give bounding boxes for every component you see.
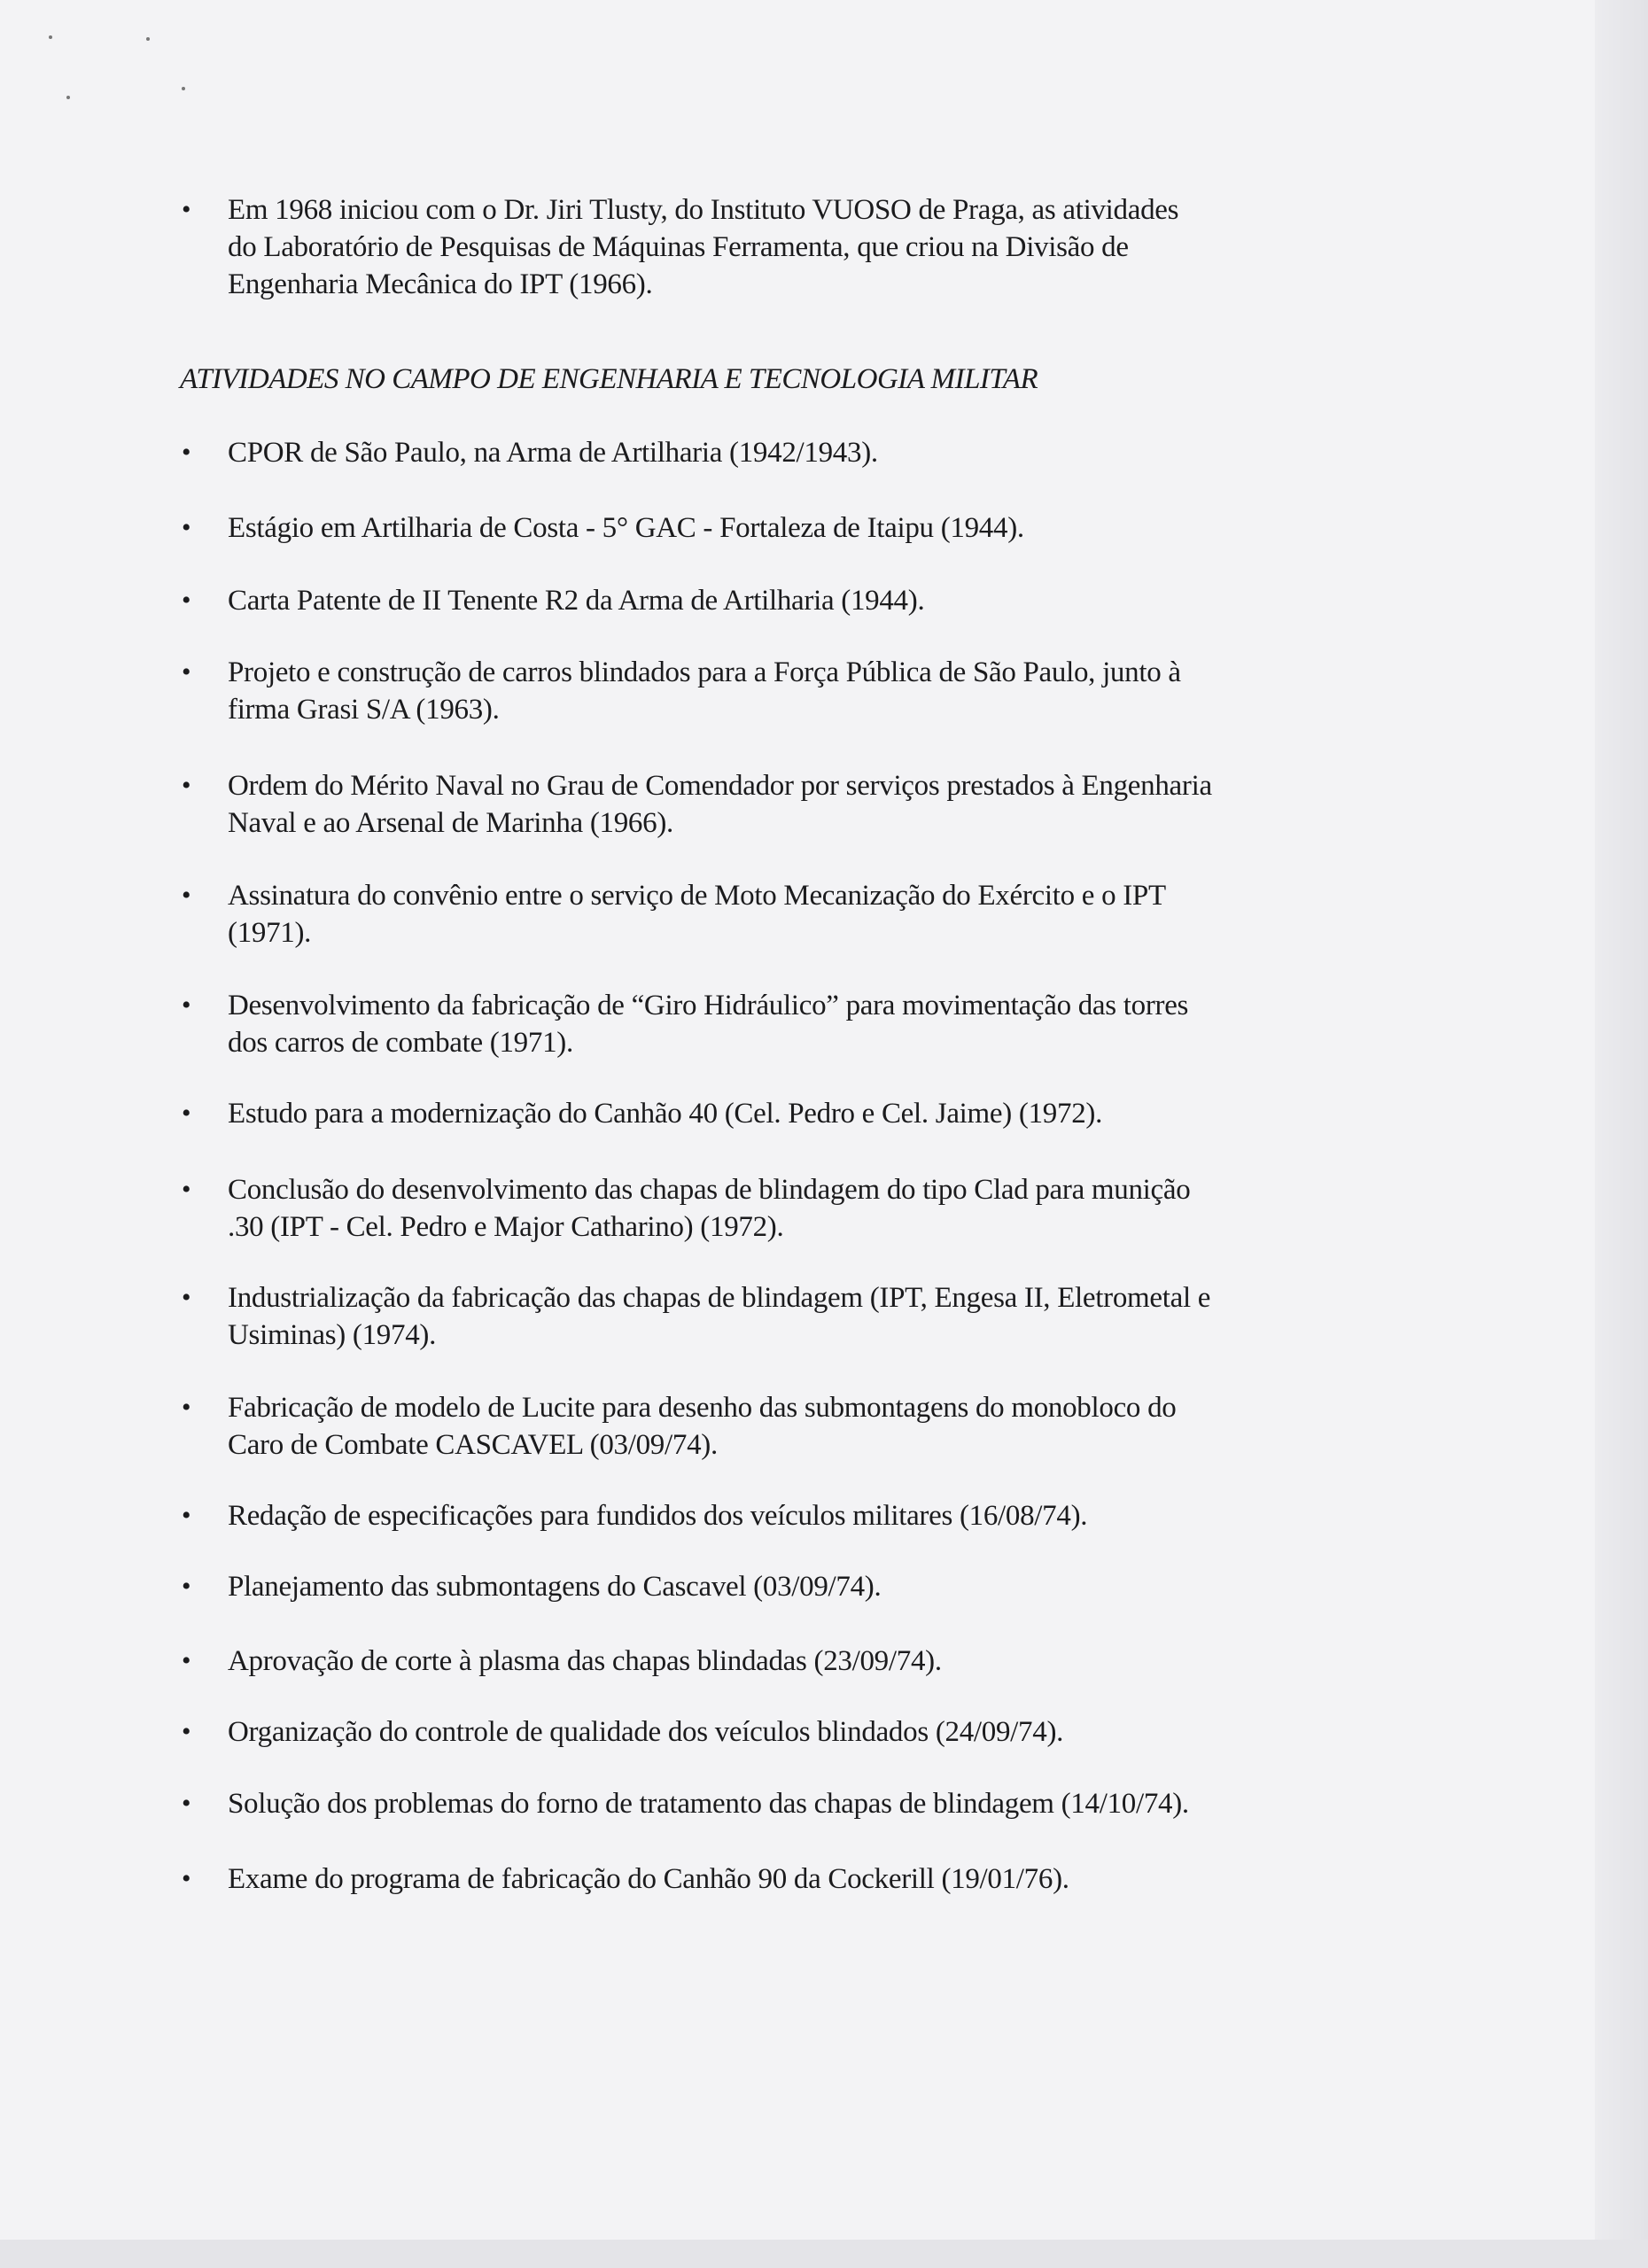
item-text-line: Projeto e construção de carros blindados para a Força Pública de São Paulo, junto à [228, 656, 1181, 688]
bullet-icon: • [182, 1572, 191, 1601]
item-text-line: Industrialização da fabricação das chapas de blindagem (IPT, Engesa II, Eletrometal e [228, 1282, 1211, 1314]
bullet-icon: • [182, 1283, 191, 1312]
item-text-line: Estudo para a modernização do Canhão 40 (Cel. Pedro e Cel. Jaime) (1972). [228, 1098, 1103, 1130]
bullet-icon: • [182, 513, 191, 542]
list-item [182, 1643, 1422, 1680]
bullet-icon: • [182, 586, 191, 615]
scan-speck [66, 96, 70, 99]
scan-speck [182, 87, 185, 90]
item-text-line: CPOR de São Paulo, na Arma de Artilharia (1942/1943). [228, 437, 878, 469]
item-text-line: (1971). [228, 917, 312, 949]
item-text-line: .30 (IPT - Cel. Pedro e Major Catharino) (1972). [228, 1211, 784, 1243]
bullet-icon: • [182, 1393, 191, 1422]
list-item [182, 987, 1422, 1061]
list-item [182, 1279, 1422, 1354]
intro-list-item [182, 191, 1422, 303]
item-text-line: Estágio em Artilharia de Costa - 5° GAC - Fortaleza de Itaipu (1944). [228, 512, 1024, 544]
item-text-line: Planejamento das submontagens do Cascavel (03/09/74). [228, 1571, 882, 1603]
bullet-icon: • [182, 438, 191, 467]
item-text-line: do Laboratório de Pesquisas de Máquinas Ferramenta, que criou na Divisão de [228, 231, 1129, 263]
list-item [182, 1713, 1422, 1751]
scan-edge-right [1595, 0, 1648, 2268]
item-text-line: dos carros de combate (1971). [228, 1027, 573, 1059]
bullet-icon: • [182, 1717, 191, 1746]
list-item [182, 509, 1422, 547]
bullet-icon: • [182, 990, 191, 1020]
bullet-icon: • [182, 771, 191, 800]
item-text-line: Conclusão do desenvolvimento das chapas de blindagem do tipo Clad para munição [228, 1174, 1191, 1206]
item-text-line: Naval e ao Arsenal de Marinha (1966). [228, 807, 673, 839]
item-text-line: Ordem do Mérito Naval no Grau de Comendador por serviços prestados à Engenharia [228, 770, 1212, 802]
section-heading: ATIVIDADES NO CAMPO DE ENGENHARIA E TECNOLOGIA MILITAR [180, 363, 1038, 395]
list-item [182, 434, 1422, 471]
bullet-icon: • [182, 1864, 191, 1893]
item-text-line: Em 1968 iniciou com o Dr. Jiri Tlusty, do Instituto VUOSO de Praga, as atividades [228, 194, 1179, 226]
list-item [182, 1785, 1422, 1822]
scan-speck [146, 37, 150, 41]
item-text-line: firma Grasi S/A (1963). [228, 694, 500, 726]
item-text-line: Organização do controle de qualidade dos veículos blindados (24/09/74). [228, 1716, 1064, 1748]
list-item [182, 1095, 1422, 1132]
bullet-icon: • [182, 1175, 191, 1204]
list-item [182, 1171, 1422, 1246]
list-item [182, 1568, 1422, 1605]
list-item [182, 1860, 1422, 1898]
bullet-icon: • [182, 1789, 191, 1818]
bullet-icon: • [182, 881, 191, 910]
list-item [182, 1497, 1422, 1534]
item-text-line: Fabricação de modelo de Lucite para desenho das submontagens do monobloco do [228, 1392, 1177, 1424]
item-text-line: Redação de especificações para fundidos dos veículos militares (16/08/74). [228, 1500, 1088, 1532]
item-text-line: Aprovação de corte à plasma das chapas blindadas (23/09/74). [228, 1645, 942, 1677]
item-text-line: Caro de Combate CASCAVEL (03/09/74). [228, 1429, 718, 1461]
item-text-line: Exame do programa de fabricação do Canhão 90 da Cockerill (19/01/76). [228, 1863, 1069, 1895]
item-text-line: Engenharia Mecânica do IPT (1966). [228, 268, 653, 300]
item-text-line: Desenvolvimento da fabricação de “Giro Hidráulico” para movimentação das torres [228, 990, 1189, 1021]
item-text-line: Assinatura do convênio entre o serviço de Moto Mecanização do Exército e o IPT [228, 880, 1166, 912]
scan-edge-bottom [0, 2240, 1648, 2268]
bullet-icon: • [182, 1099, 191, 1128]
bullet-icon: • [182, 195, 191, 224]
scan-speck [49, 35, 52, 39]
list-item [182, 877, 1422, 951]
list-item [182, 767, 1422, 842]
bullet-icon: • [182, 1646, 191, 1675]
bullet-icon: • [182, 657, 191, 687]
list-item [182, 654, 1422, 728]
list-item [182, 1389, 1422, 1464]
item-text-line: Usiminas) (1974). [228, 1319, 437, 1351]
bullet-icon: • [182, 1501, 191, 1530]
item-text-line: Solução dos problemas do forno de tratamento das chapas de blindagem (14/10/74). [228, 1788, 1189, 1820]
item-text-line: Carta Patente de II Tenente R2 da Arma de Artilharia (1944). [228, 585, 925, 617]
list-item [182, 582, 1422, 619]
